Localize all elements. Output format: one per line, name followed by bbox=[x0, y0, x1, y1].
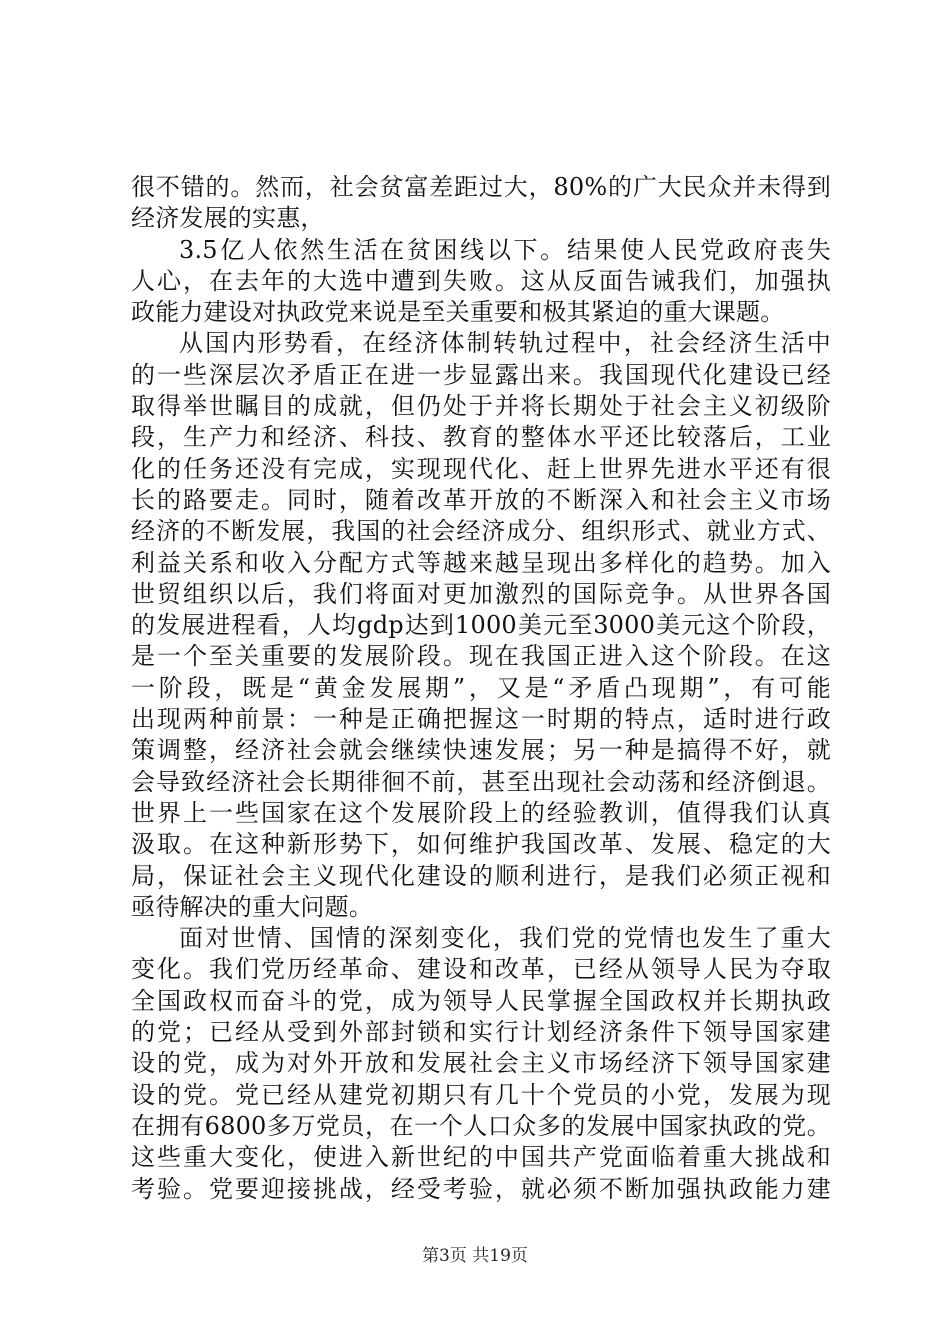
text-line: 段，生产力和经济、科技、教育的整体水平还比较落后，工业 bbox=[131, 423, 831, 452]
text-line: 变化。我们党历经革命、建设和改革，已经从领导人民为夺取 bbox=[131, 955, 831, 984]
text-line: 会导致经济社会长期徘徊不前，甚至出现社会动荡和经济倒退。 bbox=[131, 767, 831, 796]
text-line: 汲取。在这种新形势下，如何维护我国改革、发展、稳定的大 bbox=[131, 830, 831, 859]
text-line: 设的党，成为对外开放和发展社会主义市场经济下领导国家建 bbox=[131, 1049, 831, 1078]
body-text bbox=[131, 172, 831, 1205]
text-line: 人心，在去年的大选中遭到失败。这从反面告诫我们，加强执 bbox=[131, 266, 831, 295]
text-line: 是一个至关重要的发展阶段。现在我国正进入这个阶段。在这 bbox=[131, 642, 831, 671]
text-line: 面对世情、国情的深刻变化，我们党的党情也发生了重大 bbox=[179, 924, 831, 953]
text-line: 设的党。党已经从建党初期只有几十个党员的小党，发展为现 bbox=[131, 1080, 831, 1109]
text-line: 的党；已经从受到外部封锁和实行计划经济条件下领导国家建 bbox=[131, 1018, 831, 1047]
text-line: 在拥有6800多万党员，在一个人口众多的发展中国家执政的党。 bbox=[131, 1111, 831, 1140]
text-line: 的一些深层次矛盾正在进一步显露出来。我国现代化建设已经 bbox=[131, 360, 831, 389]
text-line: 全国政权而奋斗的党，成为领导人民掌握全国政权并长期执政 bbox=[131, 986, 831, 1015]
page-footer bbox=[0, 1244, 950, 1268]
text-line: 经济发展的实惠， bbox=[131, 204, 325, 233]
text-line: 很不错的。然而，社会贫富差距过大，80%的广大民众并未得到 bbox=[131, 173, 831, 201]
text-line: 政能力建设对执政党来说是至关重要和极其紧迫的重大课题。 bbox=[131, 298, 785, 327]
text-line: 3.5亿人依然生活在贫困线以下。结果使人民党政府丧失 bbox=[179, 235, 831, 264]
text-line: 世界上一些国家在这个发展阶段上的经验教训，值得我们认真 bbox=[131, 798, 831, 827]
text-line: 化的任务还没有完成，实现现代化、赶上世界先进水平还有很 bbox=[131, 454, 831, 483]
text-line: 亟待解决的重大问题。 bbox=[131, 892, 373, 921]
text-line: 经济的不断发展，我国的社会经济成分、组织形式、就业方式、 bbox=[131, 517, 831, 546]
text-line: 取得举世瞩目的成就，但仍处于并将长期处于社会主义初级阶 bbox=[131, 392, 831, 421]
text-line: 的发展进程看，人均gdp达到1000美元至3000美元这个阶段， bbox=[131, 611, 831, 640]
text-line: 利益关系和收入分配方式等越来越呈现出多样化的趋势。加入 bbox=[131, 548, 831, 577]
text-line: 长的路要走。同时，随着改革开放的不断深入和社会主义市场 bbox=[131, 485, 831, 514]
text-line: 从国内形势看，在经济体制转轨过程中，社会经济生活中 bbox=[179, 329, 831, 358]
text-line: 局，保证社会主义现代化建设的顺利进行，是我们必须正视和 bbox=[131, 861, 831, 890]
text-line: 考验。党要迎接挑战，经受考验，就必须不断加强执政能力建 bbox=[131, 1174, 831, 1203]
text-line: 出现两种前景：一种是正确把握这一时期的特点，适时进行政 bbox=[131, 705, 831, 734]
text-line: 这些重大变化，使进入新世纪的中国共产党面临着重大挑战和 bbox=[131, 1143, 831, 1172]
page-number-label: 第3页 共19页 bbox=[422, 1246, 528, 1266]
text-line: 策调整，经济社会就会继续快速发展；另一种是搞得不好，就 bbox=[131, 736, 831, 765]
text-line: 世贸组织以后，我们将面对更加激烈的国际竞争。从世界各国 bbox=[131, 579, 831, 608]
text-line: 一阶段，既是“黄金发展期”，又是“矛盾凸现期”，有可能 bbox=[131, 673, 831, 702]
